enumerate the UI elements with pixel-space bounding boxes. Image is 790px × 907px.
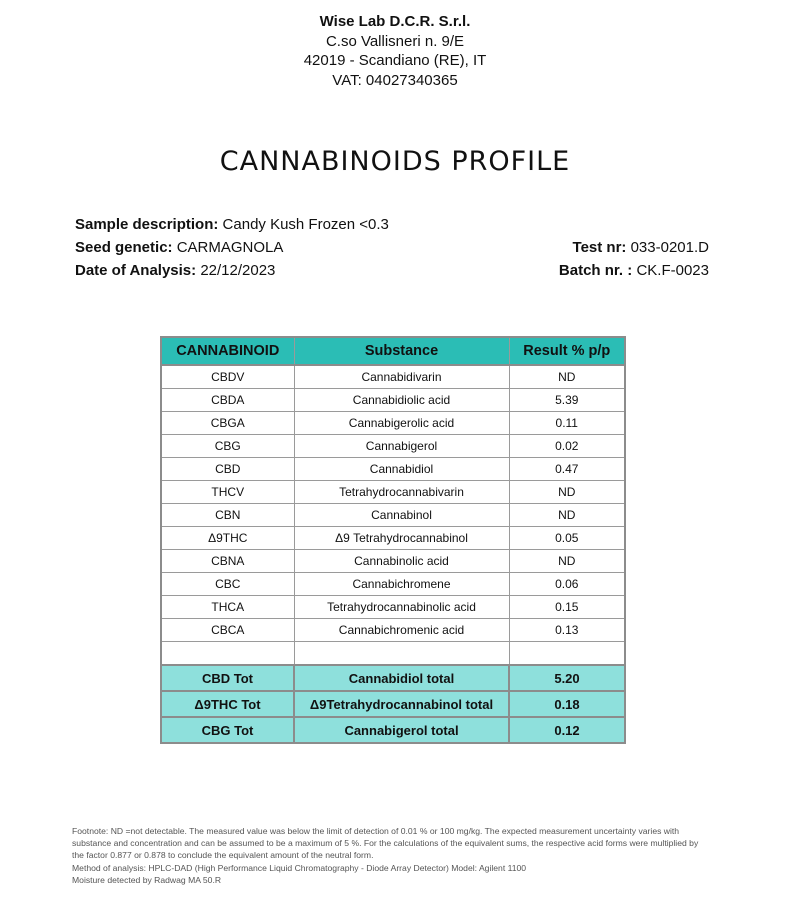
- table-row: [161, 435, 625, 458]
- substance-cell: Cannabichromene: [294, 573, 509, 596]
- document-title: CANNABINOIDS PROFILE: [219, 146, 571, 177]
- cannabinoid-cell: CBGA: [161, 412, 294, 435]
- result-cell: 0.11: [509, 412, 625, 435]
- date-of-analysis-value: 22/12/2023: [200, 262, 276, 279]
- cannabinoids-table: [160, 336, 626, 744]
- table-row: [161, 365, 625, 389]
- result-cell: 0.18: [509, 691, 625, 717]
- total-row: [161, 691, 625, 717]
- sample-description-label: Sample description:: [75, 216, 219, 233]
- substance-cell: Cannabigerolic acid: [294, 412, 509, 435]
- substance-cell: Cannabigerol total: [294, 717, 509, 743]
- cannabinoid-cell: CBC: [161, 573, 294, 596]
- header-substance: Substance: [294, 337, 509, 365]
- result-cell: ND: [509, 365, 625, 389]
- empty-cell: [509, 642, 625, 666]
- batch-number: [559, 259, 709, 282]
- table-header-row: [161, 337, 625, 365]
- result-cell: 0.15: [509, 596, 625, 619]
- result-cell: ND: [509, 504, 625, 527]
- cannabinoid-cell: CBD: [161, 458, 294, 481]
- test-number: [559, 236, 709, 259]
- cannabinoid-cell: CBDA: [161, 389, 294, 412]
- table-row: [161, 458, 625, 481]
- substance-cell: Cannabinol: [294, 504, 509, 527]
- result-cell: 0.47: [509, 458, 625, 481]
- seed-genetic: [75, 236, 389, 259]
- result-cell: 0.05: [509, 527, 625, 550]
- seed-genetic-label: Seed genetic:: [75, 239, 173, 256]
- result-cell: 0.13: [509, 619, 625, 642]
- blank-row: [161, 642, 625, 666]
- test-number-value: 033-0201.D: [630, 239, 709, 256]
- total-row: [161, 665, 625, 691]
- result-cell: ND: [509, 550, 625, 573]
- cannabinoid-cell: THCV: [161, 481, 294, 504]
- result-cell: ND: [509, 481, 625, 504]
- substance-cell: Cannabidiol: [294, 458, 509, 481]
- substance-cell: Cannabichromenic acid: [294, 619, 509, 642]
- cannabinoid-cell: CBN: [161, 504, 294, 527]
- header-result: Result % p/p: [509, 337, 625, 365]
- substance-cell: Tetrahydrocannabinolic acid: [294, 596, 509, 619]
- cannabinoid-cell: CBG: [161, 435, 294, 458]
- seed-genetic-value: CARMAGNOLA: [176, 239, 284, 256]
- substance-cell: Cannabigerol: [294, 435, 509, 458]
- test-info: [559, 236, 709, 282]
- footnote-text: Footnote: ND =not detectable. The measured value was below the limit of detection of 0.01 % or 100 mg/kg. The expected measurement uncertainty varies with substance and concentration and can be assumed to be a maximum of 5 %. For the calculations of the equivalent sums, the respective acid forms were multiplied by the factor 0.877 or 0.878 to conclude the equivalent amount of the neutral form.: [72, 826, 699, 861]
- table-row: [161, 573, 625, 596]
- header-cannabinoid: CANNABINOID: [161, 337, 294, 365]
- substance-cell: Cannabidivarin: [294, 365, 509, 389]
- lab-vat: VAT: 04027340365: [332, 71, 458, 89]
- footnote: [72, 825, 712, 886]
- table-row: [161, 412, 625, 435]
- cannabinoid-cell: CBG Tot: [161, 717, 294, 743]
- test-number-label: Test nr:: [572, 239, 627, 256]
- lab-header: [0, 12, 790, 90]
- result-cell: 5.20: [509, 665, 625, 691]
- cannabinoid-cell: CBCA: [161, 619, 294, 642]
- table-row: [161, 596, 625, 619]
- substance-cell: Cannabidiolic acid: [294, 389, 509, 412]
- lab-address-line2: 42019 - Scandiano (RE), IT: [303, 52, 487, 69]
- result-cell: 0.06: [509, 573, 625, 596]
- lab-name: Wise Lab D.C.R. S.r.l.: [319, 13, 471, 30]
- table-row: [161, 619, 625, 642]
- table-row: [161, 504, 625, 527]
- result-cell: 0.12: [509, 717, 625, 743]
- cannabinoid-cell: CBD Tot: [161, 665, 294, 691]
- batch-number-label: Batch nr. :: [558, 262, 633, 279]
- moisture-note: Moisture detected by Radwag MA 50.R: [72, 874, 222, 885]
- method-of-analysis: Method of analysis: HPLC-DAD (High Performance Liquid Chromatography - Diode Array Detector) Model: Agilent 1100: [72, 862, 527, 873]
- date-of-analysis: [75, 259, 389, 282]
- cannabinoid-cell: Δ9THC Tot: [161, 691, 294, 717]
- table-row: [161, 481, 625, 504]
- substance-cell: Cannabidiol total: [294, 665, 509, 691]
- table-row: [161, 550, 625, 573]
- empty-cell: [161, 642, 294, 666]
- table-row: [161, 527, 625, 550]
- empty-cell: [294, 642, 509, 666]
- cannabinoid-cell: CBDV: [161, 365, 294, 389]
- substance-cell: Tetrahydrocannabivarin: [294, 481, 509, 504]
- cannabinoid-cell: Δ9THC: [161, 527, 294, 550]
- sample-description-value: Candy Kush Frozen <0.3: [222, 216, 389, 233]
- cannabinoid-cell: CBNA: [161, 550, 294, 573]
- result-cell: 5.39: [509, 389, 625, 412]
- substance-cell: Cannabinolic acid: [294, 550, 509, 573]
- sample-info: [75, 213, 389, 282]
- substance-cell: Δ9 Tetrahydrocannabinol: [294, 527, 509, 550]
- result-cell: 0.02: [509, 435, 625, 458]
- batch-number-value: CK.F-0023: [636, 262, 709, 279]
- table-row: [161, 389, 625, 412]
- substance-cell: Δ9Tetrahydrocannabinol total: [294, 691, 509, 717]
- sample-description: [75, 213, 389, 236]
- date-of-analysis-label: Date of Analysis:: [75, 262, 197, 279]
- cannabinoid-cell: THCA: [161, 596, 294, 619]
- lab-address-line1: C.so Vallisneri n. 9/E: [325, 32, 465, 50]
- total-row: [161, 717, 625, 743]
